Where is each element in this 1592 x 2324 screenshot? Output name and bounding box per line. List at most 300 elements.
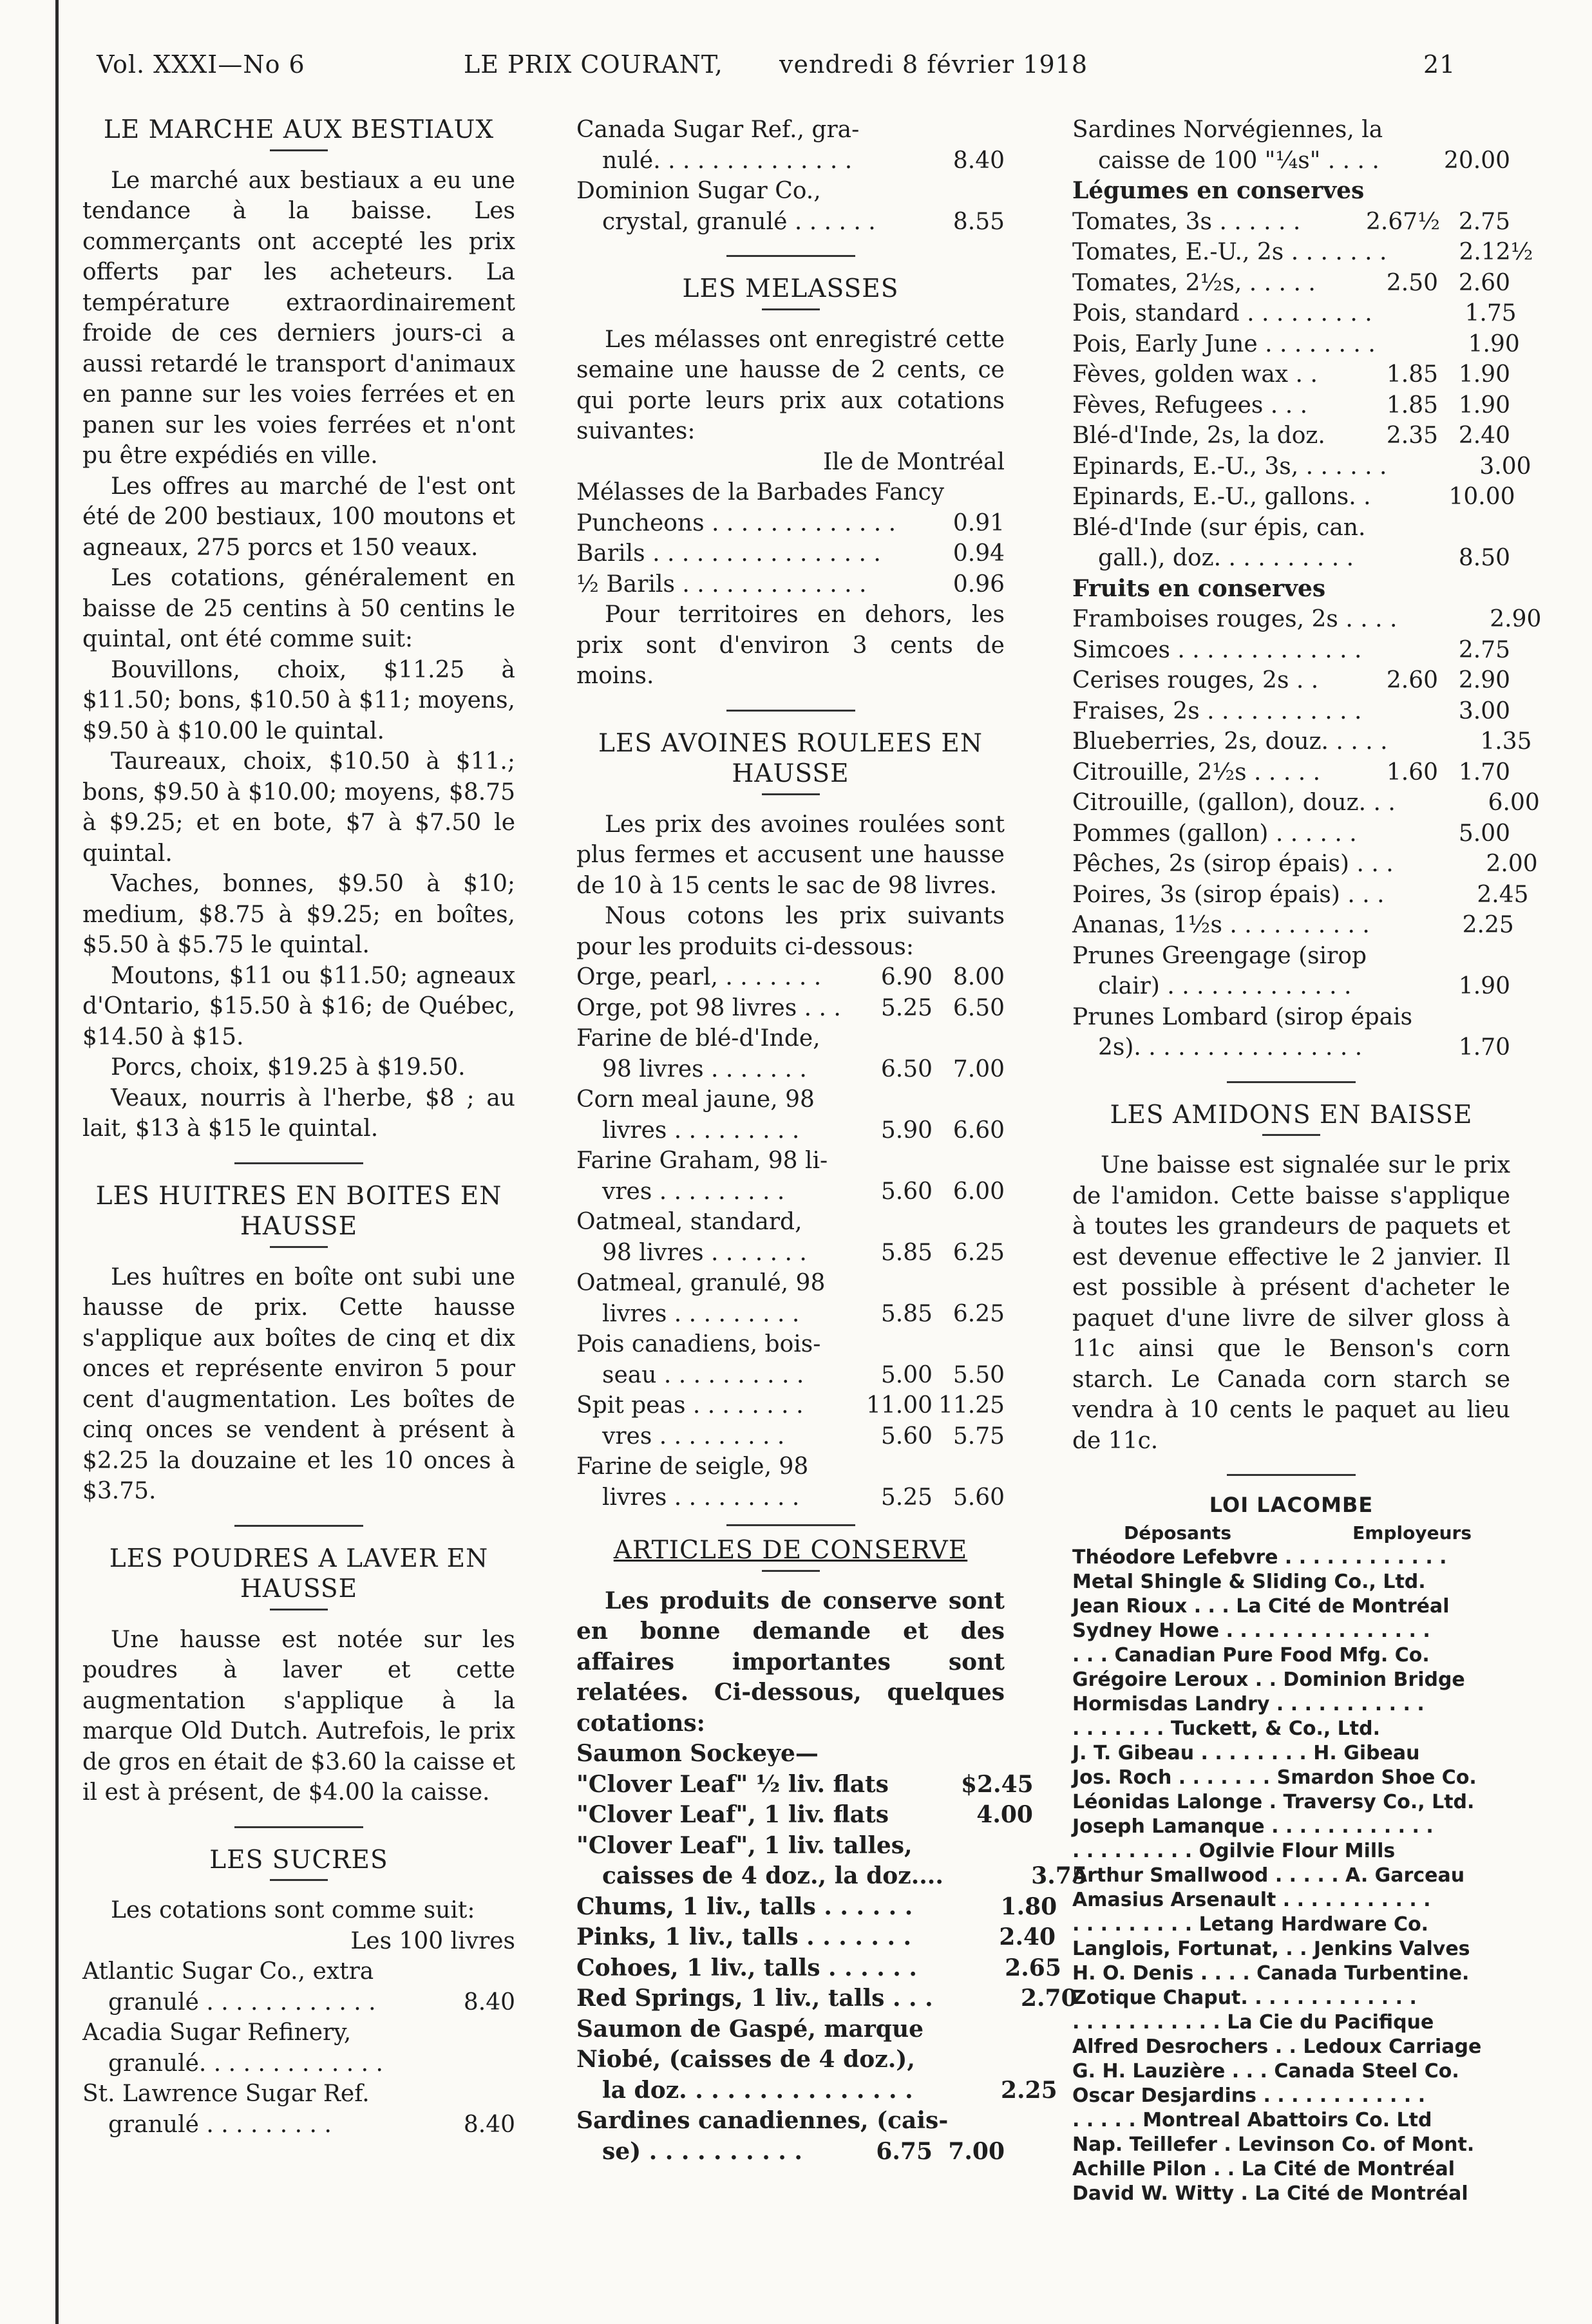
place-label: Ile de Montréal	[823, 448, 1005, 475]
price-high: 6.25	[952, 1300, 1005, 1327]
price-low	[1388, 726, 1460, 757]
price-entry	[1072, 604, 1542, 635]
price-group	[889, 1800, 1033, 1831]
subheading: Saumon Sockeye—	[576, 1740, 819, 1767]
price-row	[576, 1770, 1034, 1800]
item-name: Fraises, 2s . . . . . . . . . . .	[1072, 697, 1362, 724]
price-row	[1072, 880, 1529, 911]
price-entry	[1072, 390, 1510, 421]
lacombe-line: David W. Witty . La Cité de Montréal	[1072, 2182, 1468, 2205]
price-row	[576, 1054, 1005, 1085]
item-name: Pois, standard . . . . . . . . .	[1072, 300, 1372, 326]
price-low	[889, 1770, 961, 1800]
item-detail: caisses de 4 doz., la doz....	[602, 1862, 943, 1889]
lacombe-list	[1072, 1545, 1510, 2206]
item-name: Blé-d'Inde, 2s, la doz.	[1072, 422, 1325, 449]
divider	[234, 1525, 363, 1527]
price-entry	[1072, 665, 1510, 696]
item-name: Citrouille, 2½s . . . . .	[1072, 759, 1321, 786]
price-row	[1072, 420, 1510, 451]
price-high: 2.75	[1458, 208, 1510, 235]
item-detail: 98 livres . . . . . . .	[602, 1239, 807, 1266]
item-name: Spit peas . . . . . . . .	[576, 1392, 804, 1419]
lacombe-line: Metal Shingle & Sliding Co., Ltd.	[1072, 1571, 1426, 1593]
price-high: 4.00	[976, 1801, 1033, 1828]
price: 1.90	[1458, 973, 1510, 999]
price-row	[1072, 604, 1542, 635]
price-entry	[82, 2017, 515, 2079]
price-row	[576, 1983, 1077, 2014]
price-high: 10.00	[1448, 484, 1515, 510]
item-name: Farine de blé-d'Inde,	[576, 1025, 820, 1052]
item-name: Cerises rouges, 2s . .	[1072, 667, 1319, 694]
item-detail: clair) . . . . . . . . . . . . .	[1098, 973, 1352, 999]
price-row	[576, 1238, 1005, 1269]
price-low	[911, 1922, 983, 1953]
price-list-legumes	[1072, 207, 1533, 513]
price-low: 5.90	[880, 1117, 933, 1144]
price-list-conserve	[576, 1770, 1088, 2168]
price-low	[1371, 482, 1443, 513]
price: 8.55	[952, 208, 1005, 235]
price-entry	[1072, 329, 1520, 360]
lacombe-column-headers	[1072, 1521, 1510, 1545]
price-row	[576, 1892, 1057, 1923]
price-high: 1.90	[1468, 330, 1520, 357]
item-name: Ananas, 1½s . . . . . . . . . .	[1072, 912, 1370, 938]
price-high	[996, 2014, 1068, 2045]
item-detail: granulé . . . . . . . . .	[108, 2111, 332, 2138]
item-detail: la doz. . . . . . . . . . . . . . .	[602, 2076, 913, 2104]
price-group	[1387, 237, 1531, 268]
price-high: 5.60	[952, 1484, 1005, 1511]
item-detail: caisse de 100 "¼s" . . . .	[1098, 147, 1379, 174]
lacombe-line: Léonidas Lalonge . Traversy Co., Ltd.	[1072, 1791, 1475, 1813]
item-name: Blé-d'Inde (sur épis, can.	[1072, 514, 1366, 541]
item-name: Pinks, 1 liv., talls . . . . . . .	[576, 1923, 912, 1951]
column-1	[82, 115, 515, 2140]
unit-label: Les 100 livres	[350, 1927, 515, 1954]
price-high: 11.25	[938, 1392, 1005, 1419]
paragraph: Bouvillons, choix, $11.25 à $11.50; bons, $10.50 à $11; moyens, $9.50 à $10.00 le quintal.	[82, 656, 515, 744]
price-group	[860, 1360, 1005, 1391]
price-entry	[576, 962, 1005, 993]
price-group	[1397, 604, 1541, 635]
price-high: 2.60	[1458, 269, 1510, 296]
price-row	[1072, 757, 1510, 788]
lacombe-line: Hormisdas Landry . . . . . . . . . . .	[1072, 1693, 1425, 1715]
section-title-amidons: LES AMIDONS EN BAISSE	[1110, 1100, 1473, 1129]
price-entry	[1072, 482, 1515, 513]
price-row	[1072, 390, 1510, 421]
price-high: 5.00	[1458, 820, 1510, 847]
item-name: Red Springs, 1 liv., talls . . .	[576, 1985, 933, 2012]
price-row	[576, 508, 1005, 539]
price-row	[576, 1421, 1005, 1452]
price-low	[1385, 880, 1457, 911]
paragraph: Les produits de conserve sont en bonne demande et des affaires importantes sont relatées. Ci-dessous, quelques cotations:	[576, 1587, 1005, 1737]
item-name: Tomates, E.-U., 2s . . . . . . .	[1072, 239, 1387, 265]
price-row	[1072, 726, 1532, 757]
price-group	[1366, 635, 1510, 666]
item-name: Corn meal jaune, 98	[576, 1086, 815, 1113]
price-low: 2.60	[1386, 667, 1438, 694]
price-row	[576, 1800, 1033, 1831]
price-high: 2.25	[1000, 2076, 1057, 2104]
lacombe-line: Alfred Desrochers . . Ledoux Carriage	[1072, 2036, 1482, 2058]
divider	[726, 255, 855, 257]
divider	[726, 1524, 855, 1526]
item-name: Pois, Early June . . . . . . . .	[1072, 330, 1376, 357]
item-detail: gall.), doz. . . . . . . . . .	[1098, 545, 1354, 571]
lacombe-line: Achille Pilon . . La Cité de Montréal	[1072, 2158, 1455, 2180]
price-low: 5.25	[880, 994, 933, 1021]
price-row	[576, 962, 1005, 993]
lacombe-line: J. T. Gibeau . . . . . . . . H. Gibeau	[1072, 1742, 1420, 1764]
price-low: 1.60	[1386, 759, 1438, 786]
section-title-bestiaux: LE MARCHE AUX BESTIAUX	[103, 115, 495, 144]
page-header	[97, 50, 1513, 89]
price: 0.91	[952, 509, 1005, 536]
price-group	[860, 1238, 1005, 1269]
price-entry	[1072, 818, 1510, 849]
price-row	[576, 1115, 1005, 1146]
lacombe-line: . . . . . . . . . Ogilvie Flour Mills	[1072, 1840, 1396, 1862]
item-name: Epinards, E.-U., 3s, . . . . . .	[1072, 453, 1387, 480]
price-row	[576, 2137, 1005, 2168]
price-high: 2.00	[1486, 851, 1538, 877]
price-row	[576, 1482, 1005, 1513]
price-row	[1072, 207, 1510, 238]
price-entry	[1072, 359, 1510, 390]
paragraph: Nous cotons les prix suivants pour les produits ci-dessous:	[576, 903, 1005, 960]
item-detail: livres . . . . . . . . .	[602, 1117, 800, 1144]
price: 8.50	[1458, 545, 1510, 571]
item-name: "Clover Leaf" ½ liv. flats	[576, 1770, 889, 1798]
price-entry	[1072, 513, 1510, 574]
price-entry	[576, 2014, 1005, 2045]
price-row	[576, 2014, 1005, 2045]
divider	[270, 1609, 328, 1611]
price-entry	[1072, 115, 1510, 176]
price-entry	[576, 1084, 1005, 1146]
price-row	[1072, 329, 1520, 360]
paragraph: Moutons, $11 ou $11.50; agneaux d'Ontario, $15.50 à $16; de Québec, $14.50 à $15.	[82, 962, 515, 1050]
divider	[234, 1826, 363, 1828]
price-row	[1072, 910, 1514, 941]
price-entry	[576, 2045, 1057, 2106]
price-high: 7.00	[948, 2137, 1005, 2165]
lacombe-line: Nap. Teillefer . Levinson Co. of Mont.	[1072, 2133, 1475, 2156]
price-group	[860, 1176, 1005, 1207]
price-low: 11.00	[866, 1392, 933, 1419]
price-high: 2.45	[1477, 881, 1529, 908]
paragraph: Les offres au marché de l'est ont été de 200 bestiaux, 100 moutons et agneaux, 275 porcs et 150 veaux.	[82, 473, 515, 561]
lacombe-line: Jean Rioux . . . La Cité de Montréal	[1072, 1595, 1450, 1618]
divider	[270, 149, 328, 151]
price-group	[1366, 665, 1510, 696]
item-name: Blueberries, 2s, douz. . . . .	[1072, 728, 1388, 755]
lacombe-line: . . . . . . . . . . . La Cie du Pacifique	[1072, 2011, 1434, 2034]
item-name: Acadia Sugar Refinery,	[82, 2019, 352, 2046]
price-row	[576, 1390, 1005, 1421]
price-low	[1372, 298, 1445, 329]
price-row	[1072, 451, 1531, 482]
item-name: Orge, pearl, . . . . . . .	[576, 964, 822, 990]
price-row	[1072, 543, 1510, 574]
lacombe-line: . . . Canadian Pure Food Mfg. Co.	[1072, 1644, 1430, 1667]
item-name: Simcoes . . . . . . . . . . . . .	[1072, 636, 1362, 663]
price-row	[1072, 696, 1510, 727]
price-row	[1072, 359, 1510, 390]
price-low	[1387, 237, 1459, 268]
price-row	[576, 1299, 1005, 1330]
price-row	[1072, 298, 1517, 329]
item-name: Farine de seigle, 98	[576, 1453, 809, 1480]
price-high: 2.90	[1490, 606, 1542, 632]
price-group	[1376, 329, 1520, 360]
lacombe-line: Amasius Arsenault . . . . . . . . . . .	[1072, 1889, 1431, 1911]
price-group	[1366, 268, 1510, 299]
lacombe-line: Langlois, Fortunat, . . Jenkins Valves	[1072, 1938, 1470, 1960]
lacombe-line: Arthur Smallwood . . . . . A. Garceau	[1072, 1864, 1465, 1887]
price-low: 2.35	[1386, 422, 1438, 449]
header-employeurs: Employeurs	[1352, 1522, 1472, 1544]
price-low: 5.85	[880, 1300, 933, 1327]
price-low	[1397, 604, 1469, 635]
item-name: ½ Barils . . . . . . . . . . . . .	[576, 571, 867, 598]
price-entry	[576, 1146, 1005, 1207]
binding-edge	[55, 0, 59, 2324]
price-row	[576, 1922, 1056, 1953]
price-row	[576, 993, 1005, 1024]
price-row	[1072, 1032, 1510, 1063]
price-low	[1387, 451, 1459, 482]
newspaper-title: LE PRIX COURANT,	[464, 50, 723, 79]
price-entry	[576, 1953, 1061, 1984]
price-high: 2.40	[999, 1923, 1056, 1951]
price-low	[913, 1892, 985, 1923]
section-title-huitres: LES HUITRES EN BOITES EN HAUSSE	[95, 1181, 502, 1241]
item-name: Cohoes, 1 liv., talls . . . . . .	[576, 1954, 917, 1981]
item-name: Prunes Lombard (sirop épais	[1072, 1003, 1413, 1030]
price-group	[860, 1299, 1005, 1330]
item-detail: vres . . . . . . . . .	[602, 1422, 785, 1450]
price-low: 6.75	[876, 2137, 933, 2165]
price-low	[917, 1953, 989, 1984]
lacombe-line: Théodore Lefebvre . . . . . . . . . . . .	[1072, 1546, 1447, 1569]
price-group	[1385, 880, 1529, 911]
price-low	[943, 1861, 1016, 1892]
price-list-fruits	[1072, 604, 1542, 941]
price-row	[576, 1176, 1005, 1207]
price-group	[911, 1922, 1056, 1953]
price-high: 7.00	[952, 1055, 1005, 1082]
price-entry	[1072, 696, 1510, 727]
price-entry	[576, 993, 1005, 1024]
issue-date: vendredi 8 février 1918	[779, 50, 1088, 79]
price-low: 1.85	[1386, 392, 1438, 419]
price-group	[1387, 451, 1531, 482]
item-detail: vres . . . . . . . . .	[602, 1178, 785, 1205]
price-entry	[576, 115, 1005, 176]
price-group	[1438, 146, 1510, 176]
item-name: Niobé, (caisses de 4 doz.),	[576, 2046, 915, 2073]
header-deposants: Déposants	[1124, 1522, 1232, 1544]
price-entry	[576, 1451, 1005, 1513]
price-group	[1388, 726, 1532, 757]
item-name: Chums, 1 liv., talls . . . . . .	[576, 1893, 913, 1920]
price-entry	[576, 1770, 1034, 1800]
section-title-avoines: LES AVOINES ROULEES EN HAUSSE	[598, 728, 983, 788]
lacombe-line: Joseph Lamanque . . . . . . . . . . . .	[1072, 1815, 1434, 1838]
section-title-conserve: ARTICLES DE CONSERVE	[613, 1536, 968, 1565]
price-entry	[1072, 298, 1517, 329]
item-name: Orge, pot 98 livres . . .	[576, 994, 841, 1021]
price-high: 6.60	[952, 1117, 1005, 1144]
column-2	[576, 115, 1088, 2167]
price-entry	[576, 1390, 1005, 1421]
price-group	[860, 1054, 1005, 1085]
price-row	[1072, 788, 1540, 818]
price-high: 2.75	[1458, 636, 1510, 663]
price: 8.40	[463, 1989, 515, 2016]
item-detail: granulé. . . . . . . . . . . . .	[108, 2050, 383, 2077]
price-group	[1366, 818, 1510, 849]
price-entry	[576, 1023, 1005, 1084]
price-row	[576, 1861, 1088, 1892]
subheading: Mélasses de la Barbades Fancy	[576, 479, 945, 505]
divider	[234, 1162, 363, 1164]
price-row	[1072, 237, 1533, 268]
lacombe-line: G. H. Lauzière . . . Canada Steel Co.	[1072, 2060, 1459, 2083]
price-entry	[576, 2106, 1005, 2167]
price: 8.40	[952, 147, 1005, 174]
price-row	[576, 146, 1005, 176]
price-group	[943, 1861, 1088, 1892]
paragraph: Une hausse est notée sur les poudres à laver et cette augmentation s'applique à la marque Old Dutch. Autrefois, le prix de gros en était de $3.60 la caisse et il est à présent, de $4.00 la caisse.	[82, 1626, 515, 1806]
price-low	[1370, 910, 1442, 941]
divider	[762, 308, 820, 310]
price-high: 3.00	[1458, 697, 1510, 724]
item-detail: crystal, granulé . . . . . .	[602, 208, 876, 235]
price-entry	[576, 1207, 1005, 1268]
price-group	[860, 1115, 1005, 1146]
item-detail: 2s). . . . . . . . . . . . . . . .	[1098, 1034, 1363, 1061]
price-low: 1.85	[1386, 361, 1438, 388]
price-row	[576, 1360, 1005, 1391]
price-group	[1366, 390, 1510, 421]
price-low	[1394, 849, 1466, 880]
price: 1.70	[1458, 1034, 1510, 1061]
price-high: 6.00	[1488, 789, 1540, 816]
lacombe-line: . . . . . Montreal Abattoirs Co. Ltd	[1072, 2109, 1432, 2131]
section-title-lacombe: LOI LACOMBE	[1209, 1493, 1374, 1517]
price-row	[82, 1987, 515, 2018]
price-high: 6.50	[952, 994, 1005, 1021]
item-detail: se) . . . . . . . . . .	[602, 2137, 802, 2165]
price-entry	[576, 1892, 1057, 1923]
price-row	[82, 2110, 515, 2140]
price-entry	[576, 1268, 1005, 1329]
price-high: 2.70	[1020, 1985, 1077, 2012]
divider	[1227, 1474, 1356, 1476]
price-high: 2.12½	[1459, 239, 1533, 265]
price-row	[1072, 665, 1510, 696]
item-name: Epinards, E.-U., gallons. .	[1072, 484, 1371, 510]
divider	[1262, 1134, 1320, 1136]
paragraph: Porcs, choix, $19.25 à $19.50.	[111, 1054, 466, 1081]
price-group	[924, 2014, 1068, 2045]
price-high: 8.00	[952, 964, 1005, 990]
volume-number: Vol. XXXI—No 6	[97, 50, 305, 79]
price-entry	[576, 1800, 1033, 1831]
price-high: 6.00	[952, 1178, 1005, 1205]
price-group	[860, 1390, 1005, 1421]
price-group	[860, 1482, 1005, 1513]
item-name: Sardines canadiennes, (cais-	[576, 2107, 949, 2134]
paragraph: Les prix des avoines roulées sont plus fermes et accusent une hausse de 10 à 15 cents le sac de 98 livres.	[576, 811, 1005, 899]
price-low	[933, 1983, 1005, 2014]
price-low: 2.50	[1386, 269, 1438, 296]
price-high: 1.35	[1480, 728, 1532, 755]
paragraph: Pour territoires en dehors, les prix sont d'environ 3 cents de moins.	[576, 601, 1005, 689]
price-row	[576, 1953, 1061, 1984]
divider	[270, 1879, 328, 1881]
item-detail: nulé. . . . . . . . . . . . . .	[602, 147, 853, 174]
item-name: Farine Graham, 98 li-	[576, 1148, 828, 1174]
item-name: Pois canadiens, bois-	[576, 1331, 821, 1357]
item-name: Tomates, 3s . . . . . .	[1072, 208, 1301, 235]
lacombe-line: Zotique Chaput. . . . . . . . . . . . .	[1072, 1987, 1417, 2009]
item-name: Framboises rouges, 2s . . . .	[1072, 606, 1398, 632]
price-entry	[1072, 788, 1540, 818]
price-entry	[1072, 849, 1538, 880]
price-high: 1.90	[1458, 361, 1510, 388]
paragraph: Veaux, nourris à l'herbe, $8 ; au lait, $13 à $15 le quintal.	[82, 1084, 515, 1142]
price-group	[1370, 910, 1514, 941]
price-high: 2.25	[1462, 912, 1514, 938]
price-low: 5.25	[880, 1484, 933, 1511]
price-row	[1072, 971, 1510, 1002]
item-name: Tomates, 2½s, . . . . .	[1072, 269, 1316, 296]
item-name: Pommes (gallon) . . . . . .	[1072, 820, 1357, 847]
price-group	[860, 993, 1005, 1024]
lacombe-line: Grégoire Leroux . . Dominion Bridge	[1072, 1668, 1465, 1691]
lacombe-line: H. O. Denis . . . . Canada Turbentine.	[1072, 1962, 1470, 1985]
divider	[726, 710, 855, 712]
price-group	[1372, 298, 1517, 329]
price: 0.94	[952, 540, 1005, 567]
price-high: 5.75	[952, 1422, 1005, 1450]
price-entry	[576, 1421, 1005, 1452]
lacombe-line: . . . . . . . . . Letang Hardware Co.	[1072, 1913, 1429, 1936]
price-group	[1366, 420, 1510, 451]
item-detail: 98 livres . . . . . . .	[602, 1055, 807, 1082]
item-name: Sardines Norvégiennes, la	[1072, 117, 1383, 143]
item-detail: granulé . . . . . . . . . . . .	[108, 1989, 376, 2016]
item-name: Fèves, golden wax . .	[1072, 361, 1318, 388]
price-low	[913, 2075, 985, 2106]
price-entry	[1072, 237, 1533, 268]
price-entry	[576, 1983, 1077, 2014]
item-name: Poires, 3s (sirop épais) . . .	[1072, 881, 1385, 908]
price-entry	[82, 2079, 515, 2140]
item-name: Pêches, 2s (sirop épais) . . .	[1072, 851, 1394, 877]
price-entry	[1072, 207, 1510, 238]
price-low: 5.85	[880, 1239, 933, 1266]
price-group	[860, 1421, 1005, 1452]
